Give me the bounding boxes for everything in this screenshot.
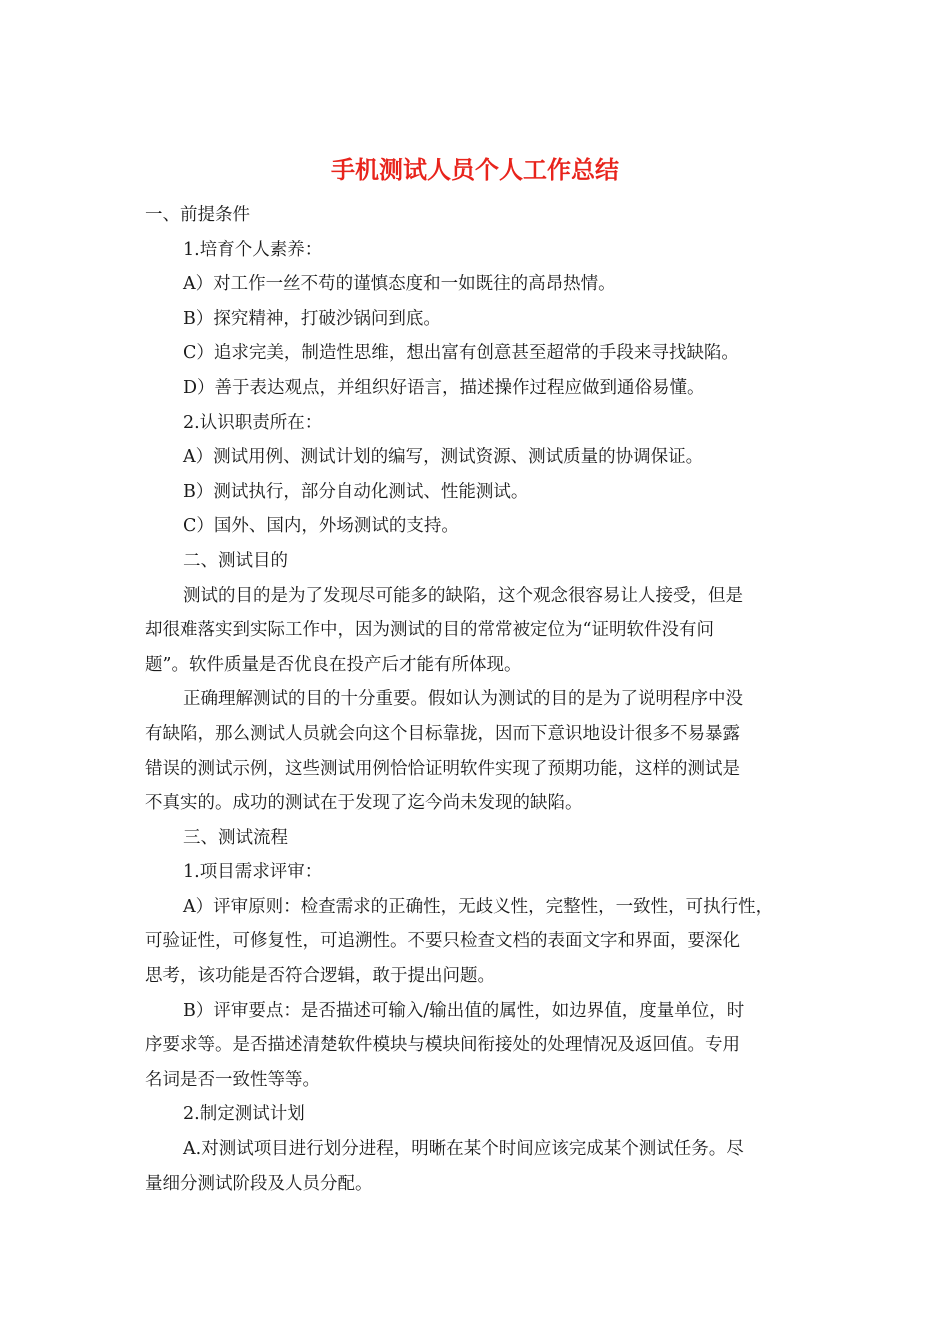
text-line: 2.认识职责所在： (183, 412, 323, 433)
text-line: A）对工作一丝不苟的谨慎态度和一如既往的高昂热情。 (183, 274, 616, 295)
text-line: A）评审原则：检查需求的正确性，无歧义性，完整性，一致性，可执行性， (183, 896, 774, 917)
text-line: C）国外、国内，外场测试的支持。 (183, 516, 459, 537)
text-line: 序要求等。是否描述清楚软件模块与模块间衔接处的处理情况及返回值。专用 (145, 1035, 740, 1056)
page-title: 手机测试人员个人工作总结 (331, 155, 619, 184)
text-line: 有缺陷，那么测试人员就会向这个目标靠拢，因而下意识地设计很多不易暴露 (145, 723, 740, 744)
text-line: 测试的目的是为了发现尽可能多的缺陷，这个观念很容易让人接受，但是 (183, 585, 743, 606)
text-line: B）探究精神，打破沙锅问到底。 (183, 308, 441, 329)
text-line: 二、测试目的 (183, 550, 288, 571)
text-line: D）善于表达观点，并组织好语言，描述操作过程应做到通俗易懂。 (183, 377, 705, 398)
text-line: 1.项目需求评审： (183, 862, 323, 883)
text-line: A.对测试项目进行划分进程，明晰在某个时间应该完成某个测试任务。尽 (183, 1139, 744, 1160)
text-line: 名词是否一致性等等。 (145, 1069, 320, 1090)
document-body (145, 198, 825, 1201)
text-line: 思考，该功能是否符合逻辑，敢于提出问题。 (145, 966, 495, 987)
text-line: 错误的测试示例，这些测试用例恰恰证明软件实现了预期功能，这样的测试是 (145, 758, 740, 779)
text-line: 可验证性，可修复性，可追溯性。不要只检查文档的表面文字和界面，要深化 (145, 931, 740, 952)
text-line: B）测试执行，部分自动化测试、性能测试。 (183, 481, 529, 502)
text-line: 1.培育个人素养： (183, 239, 323, 260)
text-line: 正确理解测试的目的十分重要。假如认为测试的目的是为了说明程序中没 (183, 689, 743, 710)
text-line: C）追求完美，制造性思维，想出富有创意甚至超常的手段来寻找缺陷。 (183, 343, 739, 364)
text-line: 不真实的。成功的测试在于发现了迄今尚未发现的缺陷。 (145, 793, 583, 814)
text-line: 2.制定测试计划 (183, 1104, 305, 1125)
text-line: A）测试用例、测试计划的编写，测试资源、测试质量的协调保证。 (183, 447, 704, 468)
text-line: 量细分测试阶段及人员分配。 (145, 1173, 373, 1194)
text-line: 题”。软件质量是否优良在投产后才能有所体现。 (145, 654, 522, 675)
text-line: 却很难落实到实际工作中，因为测试的目的常常被定位为“证明软件没有问 (145, 620, 714, 641)
text-line: B）评审要点：是否描述可输入/输出值的属性，如边界值，度量单位，时 (183, 1000, 745, 1021)
text-line: 一、前提条件 (145, 205, 250, 225)
text-line: 三、测试流程 (183, 827, 288, 848)
